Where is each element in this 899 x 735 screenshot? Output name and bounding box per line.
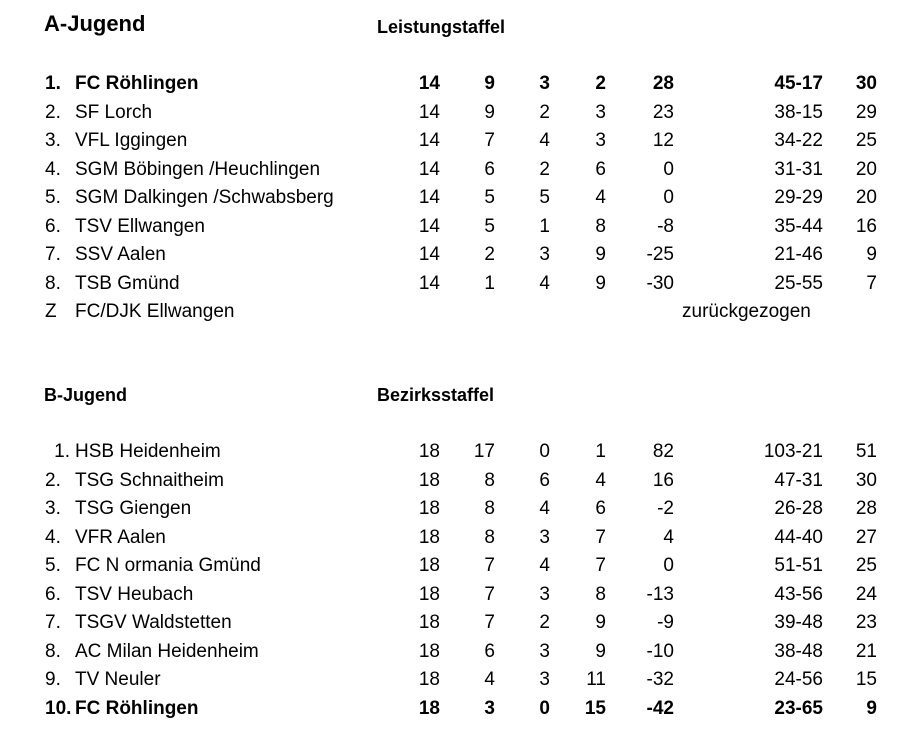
team-name: SGM Böbingen /Heuchlingen bbox=[75, 158, 321, 180]
team-name: VFL Iggingen bbox=[75, 130, 188, 151]
stat-cell: 12 bbox=[652, 130, 674, 151]
stat-cell: 0 bbox=[663, 555, 674, 576]
stat-cell: 2 bbox=[484, 244, 495, 265]
goals-cell: 45-17 bbox=[774, 73, 823, 94]
stat-cell: 4 bbox=[539, 498, 550, 519]
team-name: TSV Ellwangen bbox=[75, 215, 205, 237]
table-row bbox=[0, 666, 899, 695]
goals-cell: 44-40 bbox=[774, 526, 823, 548]
stat-cell: 1 bbox=[595, 441, 606, 462]
stat-cell: 4 bbox=[595, 187, 606, 208]
team-name: SSV Aalen bbox=[75, 244, 166, 265]
table-row bbox=[0, 609, 899, 638]
rank-cell: 8. bbox=[45, 640, 61, 662]
stat-cell: 9 bbox=[595, 612, 606, 633]
goals-cell: 38-48 bbox=[774, 640, 823, 662]
stat-cell: 18 bbox=[418, 469, 440, 491]
table-row bbox=[0, 552, 899, 581]
table-row bbox=[0, 467, 899, 496]
stat-cell: 15 bbox=[584, 697, 606, 719]
stat-cell: 5 bbox=[484, 215, 495, 237]
table-row bbox=[0, 127, 899, 156]
stat-cell: 14 bbox=[418, 158, 440, 180]
stat-cell: 4 bbox=[539, 272, 550, 294]
table-row bbox=[0, 638, 899, 667]
points-cell: 7 bbox=[866, 272, 877, 294]
points-cell: 23 bbox=[855, 612, 877, 633]
stat-cell: 18 bbox=[418, 498, 440, 519]
table-row bbox=[0, 298, 899, 327]
points-cell: 15 bbox=[855, 669, 877, 690]
stat-cell: 4 bbox=[484, 669, 495, 690]
rank-cell: 2. bbox=[45, 101, 61, 123]
rank-cell: 7. bbox=[45, 244, 61, 265]
points-cell: 29 bbox=[855, 101, 877, 123]
league-name: Bezirksstaffel bbox=[377, 385, 495, 405]
stat-cell: -42 bbox=[646, 697, 674, 719]
stat-cell: 18 bbox=[418, 612, 440, 633]
status-note: zurückgezogen bbox=[682, 301, 811, 322]
points-cell: 9 bbox=[866, 244, 877, 265]
rank-cell: 5. bbox=[45, 187, 61, 208]
stat-cell: 8 bbox=[484, 469, 495, 491]
stat-cell: 9 bbox=[484, 73, 495, 94]
stat-cell: 7 bbox=[595, 555, 606, 576]
goals-cell: 43-56 bbox=[774, 583, 823, 605]
points-cell: 27 bbox=[855, 526, 877, 548]
stat-cell: 9 bbox=[595, 244, 606, 265]
rank-cell: 8. bbox=[45, 272, 61, 294]
team-name: FC Röhlingen bbox=[75, 697, 199, 719]
stat-cell: 2 bbox=[539, 101, 550, 123]
goals-cell: 39-48 bbox=[774, 612, 823, 633]
stat-cell: 1 bbox=[539, 215, 550, 237]
stat-cell: 23 bbox=[652, 101, 674, 123]
goals-cell: 26-28 bbox=[774, 498, 823, 519]
table-row bbox=[0, 213, 899, 242]
stat-cell: 18 bbox=[418, 526, 440, 548]
rank-cell: 7. bbox=[45, 612, 61, 633]
table-row bbox=[0, 70, 899, 99]
stat-cell: 18 bbox=[418, 640, 440, 662]
table-row bbox=[0, 184, 899, 213]
stat-cell: 6 bbox=[484, 158, 495, 180]
team-name: FC N ormania Gmünd bbox=[75, 555, 261, 576]
stat-cell: 14 bbox=[418, 215, 440, 237]
points-cell: 28 bbox=[855, 498, 877, 519]
rank-cell: 3. bbox=[45, 130, 61, 151]
stat-cell: 6 bbox=[484, 640, 495, 662]
stat-cell: -32 bbox=[646, 669, 674, 690]
stat-cell: 4 bbox=[539, 555, 550, 576]
stat-cell: 7 bbox=[484, 555, 495, 576]
stat-cell: 2 bbox=[595, 73, 606, 94]
points-cell: 30 bbox=[855, 73, 877, 94]
stat-cell: 1 bbox=[484, 272, 495, 294]
stat-cell: 3 bbox=[539, 244, 550, 265]
stat-cell: 0 bbox=[539, 441, 550, 462]
team-name: VFR Aalen bbox=[75, 526, 166, 548]
rank-cell: 6. bbox=[45, 583, 61, 605]
points-cell: 30 bbox=[855, 469, 877, 491]
goals-cell: 31-31 bbox=[774, 158, 823, 180]
rank-cell: 4. bbox=[45, 526, 61, 548]
table-row bbox=[0, 581, 899, 610]
table-row bbox=[0, 438, 899, 467]
stat-cell: -9 bbox=[657, 612, 674, 633]
team-name: HSB Heidenheim bbox=[75, 441, 221, 462]
stat-cell: 9 bbox=[595, 640, 606, 662]
stat-cell: 14 bbox=[418, 272, 440, 294]
stat-cell: 18 bbox=[418, 697, 440, 719]
table-row bbox=[0, 695, 899, 724]
rank-cell: 1. bbox=[54, 441, 70, 462]
stat-cell: -13 bbox=[646, 583, 674, 605]
table-row bbox=[0, 495, 899, 524]
stat-cell: 5 bbox=[539, 187, 550, 208]
rank-cell: 3. bbox=[45, 498, 61, 519]
table-row bbox=[0, 99, 899, 128]
stat-cell: 5 bbox=[484, 187, 495, 208]
stat-cell: 7 bbox=[484, 612, 495, 633]
league-name: Leistungstaffel bbox=[377, 17, 506, 37]
table-row bbox=[0, 524, 899, 553]
table-title: A-Jugend bbox=[44, 11, 146, 36]
table-row bbox=[0, 156, 899, 185]
rank-cell: 10. bbox=[45, 697, 72, 719]
standings-list bbox=[0, 438, 899, 723]
team-name: TV Neuler bbox=[75, 669, 161, 690]
stat-cell: 8 bbox=[595, 215, 606, 237]
stat-cell: 11 bbox=[586, 669, 606, 690]
stat-cell: 3 bbox=[595, 101, 606, 123]
stat-cell: 18 bbox=[418, 441, 440, 462]
points-cell: 20 bbox=[855, 158, 877, 180]
team-name: TSV Heubach bbox=[75, 583, 194, 605]
goals-cell: 47-31 bbox=[774, 469, 823, 491]
stat-cell: 4 bbox=[539, 130, 550, 151]
rank-cell: 4. bbox=[45, 158, 61, 180]
goals-cell: 34-22 bbox=[774, 130, 823, 151]
stat-cell: 14 bbox=[418, 244, 440, 265]
stat-cell: 3 bbox=[539, 640, 550, 662]
stat-cell: 0 bbox=[539, 697, 550, 719]
stat-cell: 18 bbox=[418, 669, 440, 690]
team-name: SF Lorch bbox=[75, 101, 153, 123]
stat-cell: 8 bbox=[484, 498, 495, 519]
team-name: FC/DJK Ellwangen bbox=[75, 301, 235, 322]
stat-cell: 7 bbox=[484, 583, 495, 605]
goals-cell: 25-55 bbox=[774, 272, 823, 294]
team-name: FC Röhlingen bbox=[75, 73, 199, 94]
stat-cell: 8 bbox=[484, 526, 495, 548]
points-cell: 25 bbox=[855, 555, 877, 576]
stat-cell: 6 bbox=[539, 469, 550, 491]
stat-cell: -8 bbox=[657, 215, 674, 237]
stat-cell: 2 bbox=[539, 612, 550, 633]
points-cell: 25 bbox=[855, 130, 877, 151]
goals-cell: 35-44 bbox=[774, 215, 823, 237]
points-cell: 20 bbox=[855, 187, 877, 208]
stat-cell: 6 bbox=[595, 498, 606, 519]
team-name: SGM Dalkingen /Schwabsberg bbox=[75, 187, 334, 208]
team-name: AC Milan Heidenheim bbox=[75, 640, 259, 662]
points-cell: 21 bbox=[855, 640, 877, 662]
stat-cell: 3 bbox=[595, 130, 606, 151]
team-name: TSGV Waldstetten bbox=[75, 612, 232, 633]
points-cell: 9 bbox=[866, 697, 877, 719]
stat-cell: 3 bbox=[484, 697, 495, 719]
stat-cell: -30 bbox=[646, 272, 674, 294]
team-name: TSG Schnaitheim bbox=[75, 469, 224, 491]
stat-cell: -10 bbox=[646, 640, 674, 662]
stat-cell: 3 bbox=[539, 73, 550, 94]
team-name: TSG Giengen bbox=[75, 498, 192, 519]
stat-cell: 28 bbox=[652, 73, 674, 94]
stat-cell: 14 bbox=[418, 130, 440, 151]
rank-cell: 9. bbox=[45, 669, 61, 690]
stat-cell: -25 bbox=[646, 244, 674, 265]
points-cell: 16 bbox=[855, 215, 877, 237]
stat-cell: 0 bbox=[663, 187, 674, 208]
rank-cell: 5. bbox=[45, 555, 61, 576]
stat-cell: 18 bbox=[418, 583, 440, 605]
stat-cell: 8 bbox=[595, 583, 606, 605]
goals-cell: 29-29 bbox=[774, 187, 823, 208]
rank-cell: 1. bbox=[45, 73, 61, 94]
stat-cell: 4 bbox=[595, 469, 606, 491]
goals-cell: 38-15 bbox=[774, 101, 823, 123]
stat-cell: -2 bbox=[657, 498, 674, 519]
points-cell: 24 bbox=[855, 583, 877, 605]
goals-cell: 23-65 bbox=[774, 697, 823, 719]
stat-cell: 16 bbox=[652, 469, 674, 491]
table-row bbox=[0, 241, 899, 270]
goals-cell: 103-21 bbox=[763, 441, 823, 462]
table-row bbox=[0, 270, 899, 299]
stat-cell: 18 bbox=[418, 555, 440, 576]
stat-cell: 2 bbox=[539, 158, 550, 180]
rank-cell: 2. bbox=[45, 469, 61, 491]
stat-cell: 7 bbox=[595, 526, 606, 548]
goals-cell: 51-51 bbox=[774, 555, 823, 576]
rank-cell: 6. bbox=[45, 215, 61, 237]
rank-cell: Z bbox=[45, 301, 57, 322]
stat-cell: 14 bbox=[418, 187, 440, 208]
stat-cell: 14 bbox=[418, 101, 440, 123]
stat-cell: 17 bbox=[473, 441, 495, 462]
stat-cell: 9 bbox=[484, 101, 495, 123]
stat-cell: 3 bbox=[539, 583, 550, 605]
stat-cell: 7 bbox=[484, 130, 495, 151]
stat-cell: 82 bbox=[652, 441, 674, 462]
stat-cell: 9 bbox=[595, 272, 606, 294]
stat-cell: 14 bbox=[418, 73, 440, 94]
stat-cell: 0 bbox=[663, 158, 674, 180]
points-cell: 51 bbox=[855, 441, 877, 462]
stat-cell: 3 bbox=[539, 669, 550, 690]
standings-list bbox=[0, 70, 899, 327]
stat-cell: 4 bbox=[663, 526, 674, 548]
goals-cell: 21-46 bbox=[774, 244, 823, 265]
team-name: TSB Gmünd bbox=[75, 272, 180, 294]
goals-cell: 24-56 bbox=[774, 669, 823, 690]
stat-cell: 3 bbox=[539, 526, 550, 548]
table-title: B-Jugend bbox=[44, 385, 127, 405]
stat-cell: 6 bbox=[595, 158, 606, 180]
